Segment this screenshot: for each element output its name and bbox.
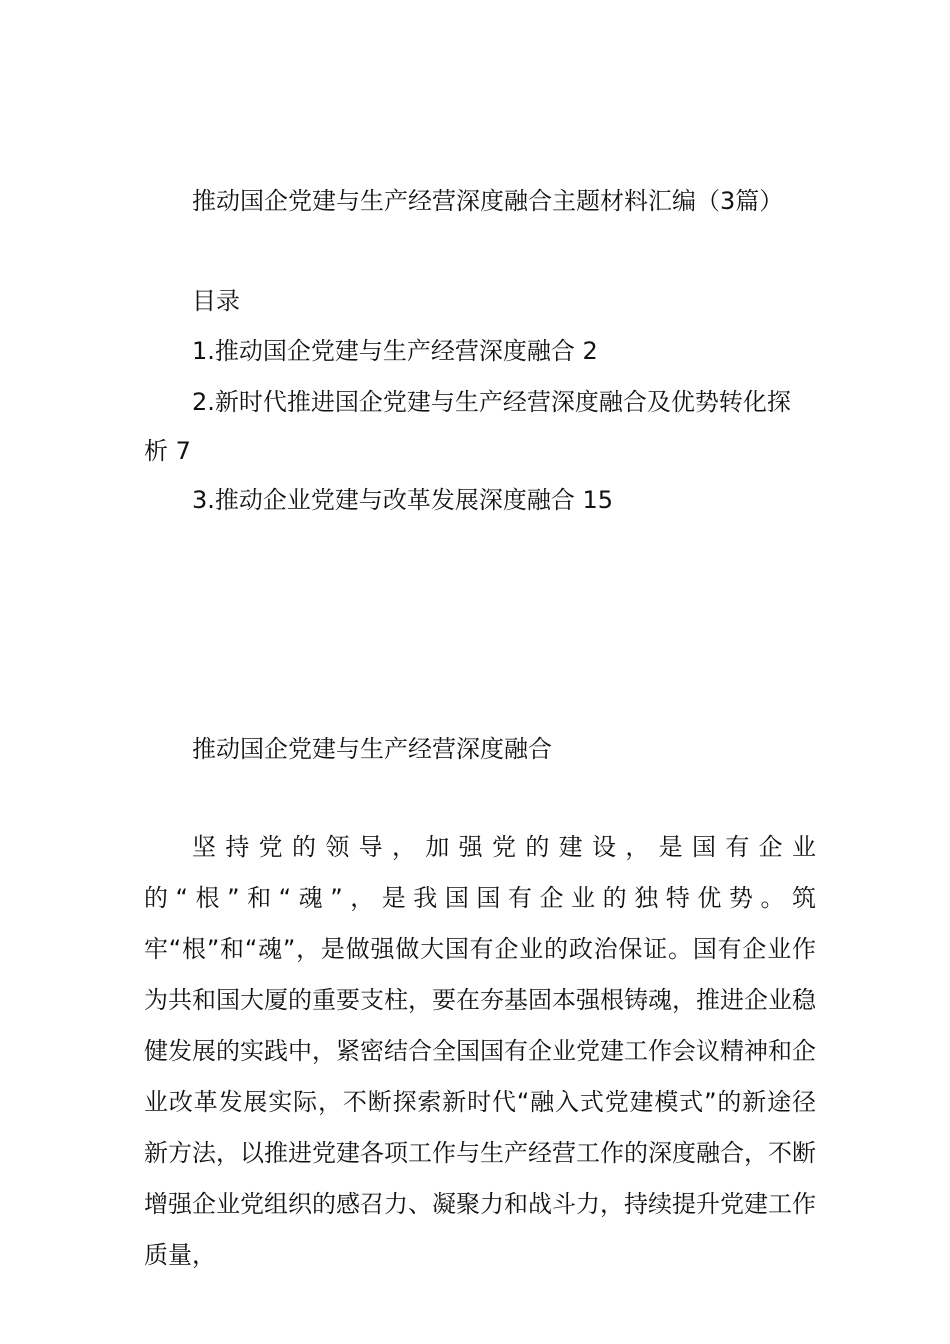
toc-item-2-line-2: 析 7 [144, 437, 191, 465]
document-title: 推动国企党建与生产经营深度融合主题材料汇编（3篇） [192, 187, 784, 215]
body-paragraph: 坚持党的领导，加强党的建设，是国有企业的“根”和“魂”，是我国国有企业的独特优势。筑牢“根”和“魂”，是做强做大国有企业的政治保证。国有企业作为共和国大厦的重要支柱，要在夯基固本强根铸魂，推进企业稳健发展的实践中，紧密结合全国国有企业党建工作会议精神和企业改革发展实际，不断探索新时代“融入式党建模式”的新途径新方法，以推进党建各项工作与生产经营工作的深度融合，不断增强企业党组织的感召力、凝聚力和战斗力，持续提升党建工作质量， [144, 833, 816, 1269]
toc-item-1: 1.推动国企党建与生产经营深度融合 2 [192, 337, 598, 365]
toc-item-3: 3.推动企业党建与改革发展深度融合 15 [192, 486, 614, 514]
toc-heading: 目录 [192, 287, 240, 315]
section-title: 推动国企党建与生产经营深度融合 [192, 735, 552, 763]
toc-item-2-line-1: 2.新时代推进国企党建与生产经营深度融合及优势转化探 [192, 388, 791, 416]
